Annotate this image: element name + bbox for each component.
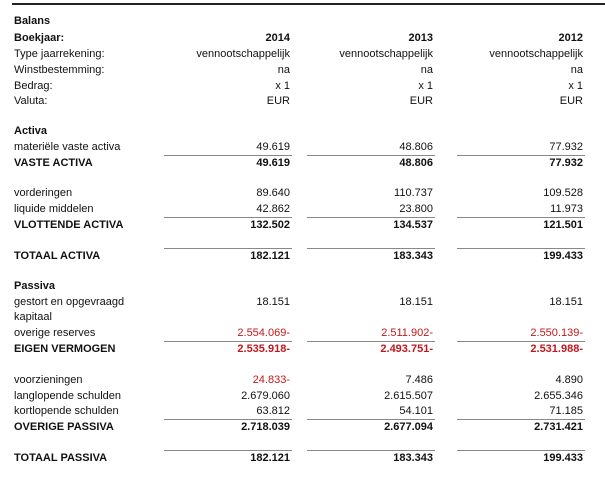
row-value: 110.737 (394, 187, 433, 199)
row-label: voorzieningen (14, 374, 83, 386)
row-value: 54.101 (399, 405, 433, 417)
vlottende-activa-row (0, 218, 605, 233)
row-value: 2.535.918- (237, 343, 290, 355)
row-label: materiële vaste activa (14, 141, 121, 153)
row-label: OVERIGE PASSIVA (14, 421, 114, 433)
boekjaar-label: Boekjaar: (14, 32, 65, 44)
eigen-vermogen-row (0, 342, 605, 357)
row-value: 23.800 (399, 203, 433, 215)
row-value: 4.890 (555, 374, 583, 386)
row-value: 42.862 (256, 203, 290, 215)
row-value: 71.185 (549, 405, 583, 417)
row-label: kapitaal (14, 311, 52, 323)
row-value: 2.718.039 (241, 421, 290, 433)
row-label: langlopende schulden (14, 390, 122, 402)
year-2014: 2014 (265, 32, 290, 44)
row-value: 48.806 (399, 157, 433, 169)
row-value: 7.486 (405, 374, 433, 386)
row-value: 49.619 (256, 141, 290, 153)
row-label: kortlopende schulden (14, 405, 119, 417)
year-2012: 2012 (558, 32, 583, 44)
row-label: gestort en opgevraagd (14, 296, 125, 308)
activa-heading: Activa (14, 125, 48, 137)
meta-label: Winstbestemming: (14, 64, 105, 76)
meta-row-valuta (0, 94, 605, 109)
row-value: 2.679.060 (241, 390, 290, 402)
row-label: liquide middelen (14, 203, 94, 215)
row-value: 48.806 (399, 141, 433, 153)
year-header-row (0, 31, 605, 46)
row-value: 182.121 (250, 452, 290, 464)
langlopende-schulden-row (0, 389, 605, 404)
meta-value: na (420, 64, 433, 76)
gestort-kapitaal-row-2 (0, 310, 605, 325)
meta-row-type (0, 47, 605, 62)
row-value: 182.121 (250, 250, 290, 262)
row-value: 109.528 (543, 187, 583, 199)
row-value: 18.151 (399, 296, 433, 308)
row-value: 199.433 (543, 452, 583, 464)
meta-value: x 1 (275, 80, 290, 92)
activa-heading-row (0, 124, 605, 139)
meta-label: Valuta: (14, 95, 48, 107)
row-value: 2.550.139- (530, 327, 583, 339)
row-value: 134.537 (393, 219, 433, 231)
row-value: 89.640 (256, 187, 290, 199)
meta-value: vennootschappelijk (196, 48, 290, 60)
row-label: TOTAAL ACTIVA (14, 250, 101, 262)
row-value: 2.655.346 (534, 390, 583, 402)
meta-row-bedrag (0, 79, 605, 94)
row-value: 183.343 (393, 452, 433, 464)
meta-value: vennootschappelijk (489, 48, 583, 60)
page-title: Balans (14, 15, 51, 27)
meta-value: x 1 (568, 80, 583, 92)
row-value: 2.677.094 (384, 421, 433, 433)
vaste-activa-row (0, 156, 605, 171)
meta-value: vennootschappelijk (339, 48, 433, 60)
row-label: TOTAAL PASSIVA (14, 452, 108, 464)
totaal-passiva-row (0, 451, 605, 466)
row-value: 132.502 (250, 219, 290, 231)
meta-value: EUR (559, 95, 583, 107)
row-value: 2.493.751- (380, 343, 433, 355)
row-value: 18.151 (549, 296, 583, 308)
passiva-heading: Passiva (14, 280, 55, 292)
meta-label: Bedrag: (14, 80, 53, 92)
balans-title-row (0, 14, 605, 29)
row-value: 2.511.902- (381, 327, 433, 339)
row-value: 63.812 (256, 405, 290, 417)
year-2013: 2013 (408, 32, 433, 44)
vorderingen-row (0, 186, 605, 201)
row-label: vorderingen (14, 187, 73, 199)
kortlopende-schulden-row (0, 404, 605, 419)
row-value: 77.932 (549, 157, 583, 169)
row-value: 77.932 (549, 141, 583, 153)
row-value: 183.343 (393, 250, 433, 262)
row-value: 2.531.988- (530, 343, 583, 355)
totaal-activa-row (0, 249, 605, 264)
row-label: EIGEN VERMOGEN (14, 343, 116, 355)
meta-value: EUR (409, 95, 433, 107)
meta-label: Type jaarrekening: (14, 48, 105, 60)
row-label: overige reserves (14, 327, 96, 339)
gestort-kapitaal-row (0, 295, 605, 310)
row-value: 11.973 (550, 203, 583, 215)
passiva-heading-row (0, 279, 605, 294)
meta-value: na (277, 64, 290, 76)
top-divider (12, 3, 605, 5)
voorzieningen-row (0, 373, 605, 388)
row-value: 24.833- (252, 374, 290, 386)
row-label: VLOTTENDE ACTIVA (14, 219, 124, 231)
overige-passiva-row (0, 420, 605, 435)
meta-value: x 1 (418, 80, 433, 92)
liquide-middelen-row (0, 202, 605, 217)
row-value: 2.554.069- (237, 327, 290, 339)
row-label: VASTE ACTIVA (14, 157, 93, 169)
meta-value: na (570, 64, 583, 76)
row-value: 199.433 (543, 250, 583, 262)
row-value: 2.731.421 (534, 421, 583, 433)
row-value: 121.501 (543, 219, 583, 231)
row-value: 49.619 (256, 157, 290, 169)
row-value: 18.151 (256, 296, 290, 308)
row-value: 2.615.507 (384, 390, 433, 402)
materiele-vaste-activa-row (0, 140, 605, 155)
overige-reserves-row (0, 326, 605, 341)
meta-value: EUR (266, 95, 290, 107)
meta-row-winst (0, 63, 605, 78)
